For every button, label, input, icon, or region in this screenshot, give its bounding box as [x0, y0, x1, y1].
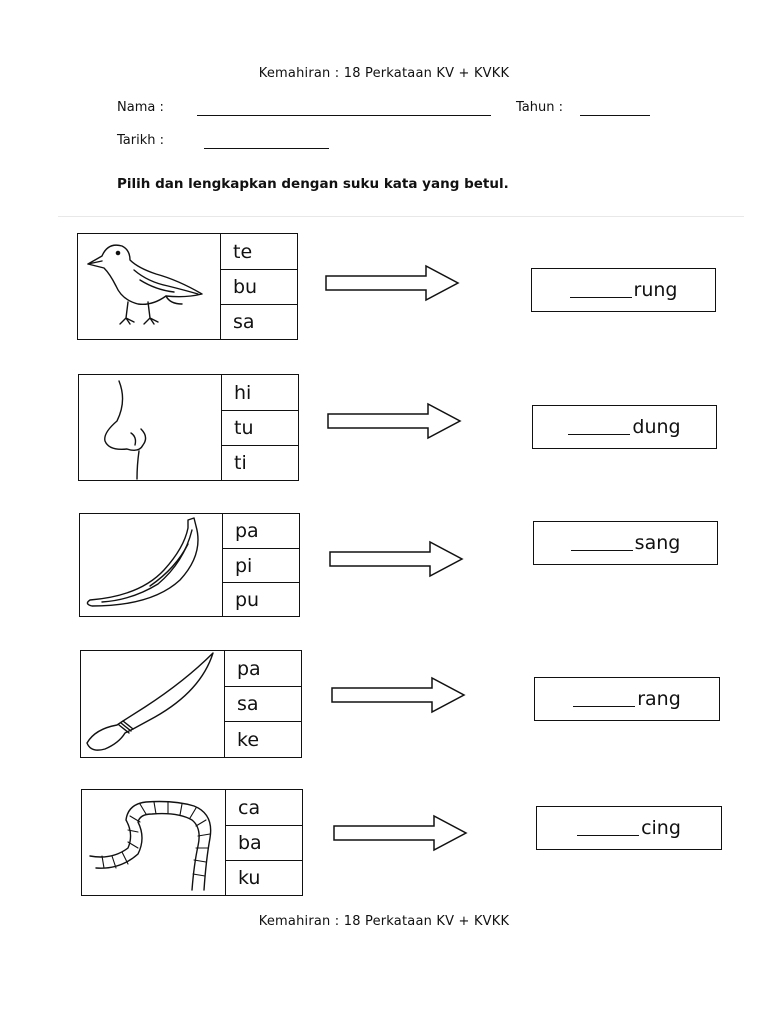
- syllable-options-1: [220, 233, 298, 340]
- name-field[interactable]: [197, 115, 491, 116]
- syllable-option[interactable]: ca: [238, 796, 261, 819]
- answer-box-1[interactable]: [531, 268, 716, 312]
- banana-icon: [80, 514, 222, 616]
- syllable-option[interactable]: bu: [221, 269, 297, 304]
- knife-icon: [81, 651, 224, 757]
- syllable-option[interactable]: ke: [225, 721, 301, 757]
- answer-blank[interactable]: [570, 283, 632, 298]
- syllable-option[interactable]: pi: [223, 548, 299, 582]
- syllable-option[interactable]: ba: [226, 825, 302, 860]
- name-label: Nama :: [117, 100, 164, 115]
- syllable-option[interactable]: pu: [223, 582, 299, 616]
- answer-box-5[interactable]: [536, 806, 722, 850]
- date-field[interactable]: [204, 148, 329, 149]
- arrow-right-icon: [326, 402, 464, 440]
- answer-suffix: cing: [641, 817, 681, 839]
- answer-blank[interactable]: [568, 420, 630, 435]
- syllable-option[interactable]: te: [233, 240, 253, 263]
- arrow-right-icon: [332, 814, 470, 852]
- syllable-option[interactable]: hi: [234, 381, 252, 404]
- answer-suffix: sang: [634, 532, 681, 554]
- answer-box-4[interactable]: [534, 677, 720, 721]
- syllable-option[interactable]: sa: [225, 686, 301, 721]
- answer-box-3[interactable]: [533, 521, 718, 565]
- answer-blank[interactable]: [573, 692, 635, 707]
- bird-picture-box: [77, 233, 221, 340]
- syllable-option[interactable]: tu: [222, 410, 298, 445]
- year-field[interactable]: [580, 115, 650, 116]
- answer-box-2[interactable]: [532, 405, 717, 449]
- worm-picture-box: [81, 789, 226, 896]
- worksheet-title: Kemahiran : 18 Perkataan KV + KVKK: [258, 66, 510, 81]
- worm-icon: [82, 790, 225, 895]
- instruction-text: Pilih dan lengkapkan dengan suku kata yang betul.: [117, 176, 509, 192]
- syllable-option[interactable]: sa: [221, 304, 297, 339]
- answer-suffix: dung: [632, 416, 681, 438]
- date-label: Tarikh :: [117, 133, 164, 148]
- syllable-option[interactable]: pa: [237, 657, 261, 680]
- syllable-options-4: [224, 650, 302, 758]
- banana-picture-box: [79, 513, 223, 617]
- nose-picture-box: [78, 374, 222, 481]
- syllable-options-2: [221, 374, 299, 481]
- answer-blank[interactable]: [571, 536, 633, 551]
- syllable-option[interactable]: pa: [235, 520, 259, 542]
- arrow-right-icon: [330, 676, 468, 714]
- arrow-right-icon: [328, 540, 466, 578]
- year-label: Tahun :: [516, 100, 563, 115]
- footer-title: Kemahiran : 18 Perkataan KV + KVKK: [258, 914, 510, 929]
- answer-suffix: rung: [633, 279, 678, 301]
- arrow-right-icon: [324, 264, 462, 302]
- syllable-options-5: [225, 789, 303, 896]
- knife-picture-box: [80, 650, 225, 758]
- syllable-options-3: [222, 513, 300, 617]
- bird-icon: [78, 234, 220, 339]
- syllable-option[interactable]: ti: [222, 445, 298, 480]
- syllable-option[interactable]: ku: [226, 860, 302, 895]
- nose-icon: [79, 375, 221, 480]
- answer-blank[interactable]: [577, 821, 639, 836]
- answer-suffix: rang: [637, 688, 681, 710]
